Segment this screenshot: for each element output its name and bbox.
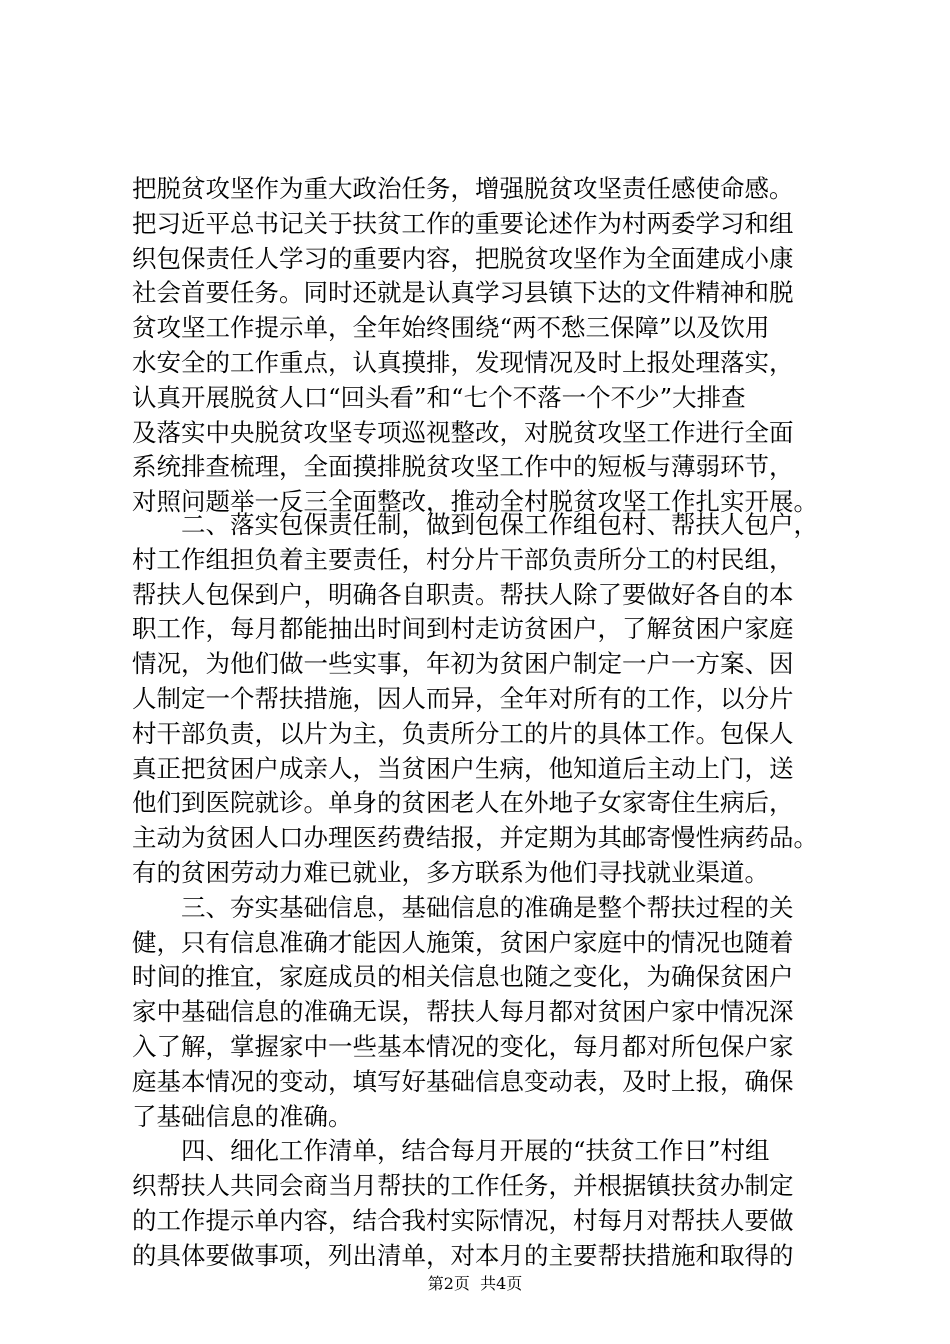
text-line: 贫攻坚工作提示单，全年始终围绕“两不愁三保障”以及饮用	[132, 313, 770, 343]
text-line: 主动为贫困人口办理医药费结报，并定期为其邮寄慢性病药品。	[132, 823, 818, 853]
text-line: 时间的推宜，家庭成员的相关信息也随之变化，为确保贫困户	[132, 962, 794, 992]
text-line: 系统排查梳理，全面摸排脱贫攻坚工作中的短板与薄弱环节，	[132, 452, 794, 482]
text-line: 二、落实包保责任制，做到包保工作组包村、帮扶人包户，	[132, 510, 818, 539]
text-line: 社会首要任务。同时还就是认真学习县镇下达的文件精神和脱	[132, 278, 794, 308]
text-line: 织包保责任人学习的重要内容，把脱贫攻坚作为全面建成小康	[132, 243, 794, 273]
paragraph-block-1	[132, 172, 857, 520]
text-line: 的具体要做事项，列出清单，对本月的主要帮扶措施和取得的	[132, 1240, 794, 1270]
text-line: 健，只有信息准确才能因人施策，贫困户家庭中的情况也随着	[132, 927, 794, 957]
text-line: 织帮扶人共同会商当月帮扶的工作任务，并根据镇扶贫办制定	[132, 1171, 794, 1201]
text-line: 四、细化工作清单，结合每月开展的“扶贫工作日”村组	[132, 1136, 770, 1166]
text-line: 三、夯实基础信息，基础信息的准确是整个帮扶过程的关	[132, 892, 794, 922]
text-line: 村干部负责，以片为主，负责所分工的片的具体工作。包保人	[132, 718, 794, 748]
text-line: 的工作提示单内容，结合我村实际情况，村每月对帮扶人要做	[132, 1205, 794, 1235]
page-footer: 第2页 共4页	[427, 1274, 523, 1293]
text-line: 把脱贫攻坚作为重大政治任务，增强脱贫攻坚责任感使命感。	[132, 174, 794, 203]
text-line: 他们到医院就诊。单身的贫困老人在外地子女家寄住生病后，	[132, 788, 794, 818]
text-line: 人制定一个帮扶措施，因人而异，全年对所有的工作，以分片	[132, 683, 794, 713]
text-line: 及落实中央脱贫攻坚专项巡视整改，对脱贫攻坚工作进行全面	[132, 417, 794, 447]
text-line: 了基础信息的准确。	[132, 1101, 353, 1131]
text-line: 情况，为他们做一些实事，年初为贫困户制定一户一方案、因	[132, 649, 794, 679]
text-line: 真正把贫困户成亲人，当贫困户生病，他知道后主动上门，送	[132, 753, 794, 783]
paragraph-block-2	[132, 508, 857, 1274]
text-line: 入了解，掌握家中一些基本情况的变化，每月都对所包保户家	[132, 1031, 794, 1061]
text-line: 把习近平总书记关于扶贫工作的重要论述作为村两委学习和组	[132, 208, 794, 238]
text-line: 对照问题举一反三全面整改，推动全村脱贫攻坚工作扎实开展。	[132, 487, 818, 517]
text-line: 家中基础信息的准确无误，帮扶人每月都对贫困户家中情况深	[132, 997, 794, 1027]
text-line: 帮扶人包保到户，明确各自职责。帮扶人除了要做好各自的本	[132, 579, 794, 609]
text-line: 庭基本情况的变动，填写好基础信息变动表，及时上报，确保	[132, 1066, 794, 1096]
text-line: 村工作组担负着主要责任，村分片干部负责所分工的村民组，	[132, 544, 794, 574]
text-line: 职工作，每月都能抽出时间到村走访贫困户，了解贫困户家庭	[132, 614, 794, 644]
text-line: 有的贫困劳动力难已就业，多方联系为他们寻找就业渠道。	[132, 857, 769, 887]
text-line: 认真开展脱贫人口“回头看”和“七个不落一个不少”大排查	[132, 382, 746, 412]
text-line: 水安全的工作重点，认真摸排，发现情况及时上报处理落实，	[132, 347, 794, 377]
